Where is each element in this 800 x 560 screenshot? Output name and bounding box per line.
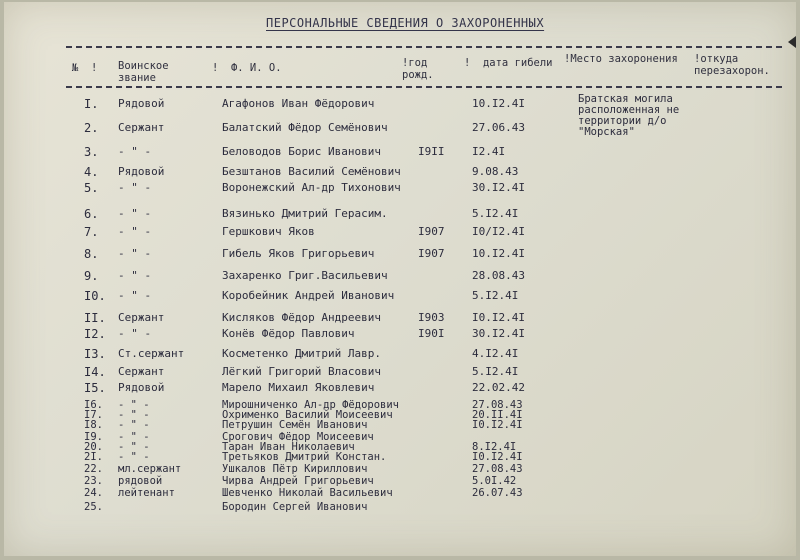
row-number: 5.	[84, 181, 99, 195]
row-name: Гибель Яков Григорьевич	[222, 247, 375, 260]
row-number: 6.	[84, 207, 99, 221]
row-date: 30.I2.4I	[472, 327, 525, 340]
row-rank: мл.сержант	[118, 463, 182, 475]
row-number: 24.	[84, 487, 103, 499]
burial-place-text: Братская могила расположенная не территории д/о "Морская"	[578, 93, 680, 138]
row-rank: Рядовой	[118, 97, 165, 110]
row-name: Гершкович Яков	[222, 225, 315, 238]
row-name: Шевченко Николай Васильевич	[222, 487, 393, 499]
row-date: I0.I2.4I	[472, 419, 523, 431]
row-date: 8.I2.4I	[472, 441, 517, 453]
header-place: !Место захоронения	[564, 53, 678, 65]
row-date: 10.I2.4I	[472, 247, 525, 260]
row-year: I903	[418, 311, 445, 324]
row-name: Третьяков Дмитрий Констан.	[222, 451, 387, 463]
row-name: Петрушин Семён Иванович	[222, 419, 368, 431]
row-date: 27.08.43	[472, 399, 523, 411]
row-year: I90I	[418, 327, 445, 340]
corner-marker	[788, 36, 796, 48]
row-number: I3.	[84, 347, 106, 361]
row-number: I4.	[84, 365, 106, 379]
row-rank: - " -	[118, 247, 152, 260]
row-number: 3.	[84, 145, 99, 159]
row-name: Марело Михаил Яковлевич	[222, 381, 375, 394]
row-rank: Сержант	[118, 311, 165, 324]
row-rank: - " -	[118, 145, 152, 158]
row-date: I0/I2.4I	[472, 225, 525, 238]
row-rank: - " -	[118, 327, 152, 340]
row-number: 8.	[84, 247, 99, 261]
row-rank: - " -	[118, 399, 150, 411]
row-name: Воронежский Ал-др Тихонович	[222, 181, 401, 194]
row-name: Агафонов Иван Фёдорович	[222, 97, 375, 110]
row-name: Косметенко Дмитрий Лавр.	[222, 347, 381, 360]
row-rank: - " -	[118, 431, 150, 443]
header-from: !откуда перезахорон.	[694, 53, 770, 77]
row-name: Срогович Фёдор Моисеевич	[222, 431, 374, 443]
header-num: № !	[72, 62, 98, 74]
row-rank: Ст.сержант	[118, 347, 185, 360]
row-name: Бородин Сергей Иванович	[222, 501, 368, 513]
header-bottom-rule	[66, 86, 782, 88]
row-year: I9II	[418, 145, 445, 158]
row-rank: - " -	[118, 225, 152, 238]
row-name: Балатский Фёдор Семёнович	[222, 121, 388, 134]
row-date: 5.I2.4I	[472, 207, 519, 220]
header-name: ! Ф. И. О.	[212, 62, 282, 74]
row-number: 25.	[84, 501, 103, 513]
row-number: I8.	[84, 419, 103, 431]
row-number: 2.	[84, 121, 99, 135]
row-date: 22.02.42	[472, 381, 525, 394]
row-rank: - " -	[118, 409, 150, 421]
row-date: 10.I2.4I	[472, 97, 525, 110]
row-number: 22.	[84, 463, 103, 475]
row-number: 4.	[84, 165, 99, 179]
row-date: I0.I2.4I	[472, 311, 525, 324]
row-number: I.	[84, 97, 99, 111]
row-date: I2.4I	[472, 145, 506, 158]
row-number: I6.	[84, 399, 103, 411]
row-name: Мирошниченко Ал-др Фёдорович	[222, 399, 400, 411]
row-rank: рядовой	[118, 475, 163, 487]
row-name: Захаренко Григ.Васильевич	[222, 269, 388, 282]
header-date: ! дата гибели	[464, 57, 553, 69]
row-year: I907	[418, 225, 445, 238]
row-number: II.	[84, 311, 106, 325]
row-date: 30.I2.4I	[472, 181, 525, 194]
row-number: I5.	[84, 381, 106, 395]
row-name: Ушкалов Пётр Кириллович	[222, 463, 368, 475]
row-rank: - " -	[118, 419, 150, 431]
row-year: I907	[418, 247, 445, 260]
row-name: Вязинько Дмитрий Герасим.	[222, 207, 388, 220]
page-title: ПЕРСОНАЛЬНЫЕ СВЕДЕНИЯ О ЗАХОРОНЕННЫХ	[266, 16, 545, 30]
row-number: I2.	[84, 327, 106, 341]
row-date: 26.07.43	[472, 487, 523, 499]
row-rank: Сержант	[118, 121, 165, 134]
document-sheet	[4, 2, 796, 556]
row-number: 7.	[84, 225, 99, 239]
row-name: Чирва Андрей Григорьевич	[222, 475, 374, 487]
row-date: 20.II.4I	[472, 409, 523, 421]
row-date: 28.08.43	[472, 269, 525, 282]
row-date: 27.08.43	[472, 463, 523, 475]
row-number: I0.	[84, 289, 106, 303]
row-date: I0.I2.4I	[472, 451, 523, 463]
row-rank: Рядовой	[118, 165, 165, 178]
row-date: 27.06.43	[472, 121, 525, 134]
row-number: I9.	[84, 431, 103, 443]
row-rank: - " -	[118, 451, 150, 463]
row-name: Таран Иван Николаевич	[222, 441, 355, 453]
header-top-rule	[66, 46, 782, 48]
row-name: Кисляков Фёдор Андреевич	[222, 311, 381, 324]
row-date: 4.I2.4I	[472, 347, 519, 360]
row-rank: - " -	[118, 181, 152, 194]
row-rank: Сержант	[118, 365, 165, 378]
row-name: Конёв Фёдор Павлович	[222, 327, 355, 340]
row-number: 20.	[84, 441, 103, 453]
row-name: Охрименко Василий Моисеевич	[222, 409, 393, 421]
header-rank: Воинское звание	[118, 60, 169, 84]
row-number: 2I.	[84, 451, 103, 463]
row-name: Безштанов Василий Семёнович	[222, 165, 401, 178]
row-date: 9.08.43	[472, 165, 519, 178]
row-name: Коробейник Андрей Иванович	[222, 289, 395, 302]
row-rank: - " -	[118, 441, 150, 453]
row-name: Лёгкий Григорий Власович	[222, 365, 381, 378]
row-rank: - " -	[118, 269, 152, 282]
row-number: 9.	[84, 269, 99, 283]
row-number: 23.	[84, 475, 103, 487]
row-rank: - " -	[118, 289, 152, 302]
header-year: !год рожд.	[402, 57, 434, 81]
row-date: 5.0I.42	[472, 475, 517, 487]
row-name: Беловодов Борис Иванович	[222, 145, 381, 158]
row-rank: Рядовой	[118, 381, 165, 394]
row-number: I7.	[84, 409, 103, 421]
row-rank: лейтенант	[118, 487, 175, 499]
row-date: 5.I2.4I	[472, 289, 519, 302]
row-rank: - " -	[118, 207, 152, 220]
row-date: 5.I2.4I	[472, 365, 519, 378]
